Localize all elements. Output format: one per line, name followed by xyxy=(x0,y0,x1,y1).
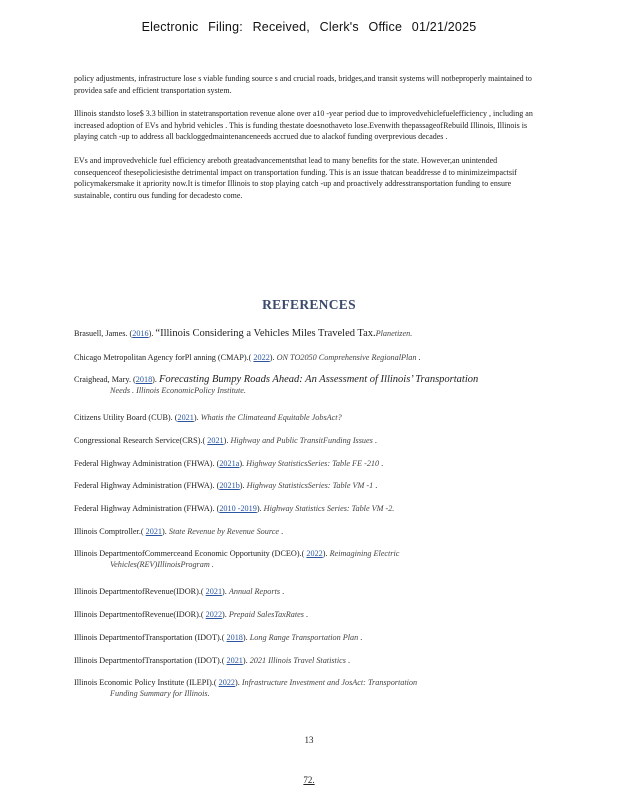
ref-year-link[interactable]: 2022 xyxy=(253,353,270,362)
ref-author: Illinois DepartmentofRevenue(IDOR).( xyxy=(74,610,204,619)
ref-year-link[interactable]: 2021 xyxy=(145,527,163,536)
ref-source: . xyxy=(282,587,285,596)
ref-source: Planetizen. xyxy=(375,329,413,338)
ref-title: 2021 Illinois Travel Statistics xyxy=(249,656,346,665)
paragraph-1: policy adjustments, infrastructure lose s viable funding source s and crucial roads, bridges,and transit systems will notbeproperly maintained to providea safe and efficient transportation system. xyxy=(74,74,532,95)
ref-year-link[interactable]: 2010 -2019 xyxy=(219,504,257,513)
ref-title: ON TO2050 Comprehensive RegionalPlan xyxy=(276,353,417,362)
ref-title: “Illinois Considering a Vehicles Miles Traveled Tax. xyxy=(155,328,376,339)
ref-source: . xyxy=(360,633,363,642)
ref-source: . xyxy=(306,610,309,619)
ref-year-link[interactable]: 2022 xyxy=(205,610,223,619)
reference-item: Illinois Comptroller.( 2021). State Revenue by Revenue Source . xyxy=(74,527,284,536)
ref-source: Needs . Illinois EconomicPolicy Institute. xyxy=(110,386,246,395)
reference-item: Illinois DepartmentofTransportation (IDOT).( 2021). 2021 Illinois Travel Statistics . xyxy=(74,656,351,665)
body-text xyxy=(74,73,544,213)
reference-item: Illinois DepartmentofRevenue(IDOR).( 2021). Annual Reports . xyxy=(74,587,285,596)
reference-item: Federal Highway Administration (FHWA). (2010 -2019). Highway Statistics Series: Table VM -2. xyxy=(74,504,395,513)
ref-title: Forecasting Bumpy Roads Ahead: An Assessment of Illinois’ Transportation xyxy=(158,374,479,385)
reference-item: Illinois Economic Policy Institute (ILEPI).( 2022). Infrastructure Investment and JosAct: Transportation Funding Summary for Illinois. xyxy=(74,678,418,698)
paragraph-2: Illinois standsto lose$ 3.3 billion in statetransportation revenue alone over a10 -year period due to improvedvehiclefuelefficiency , including an increased adoption of EVs and hybrid vehicles . This is funding thestate doesnothaveto lose.Evenwith thepassageofRebuild Illinois, Illinois is playing catch -up to address all backloggedmaintenanceneeds accrued due to alackof funding overprevious decades . xyxy=(74,109,533,142)
reference-item: Federal Highway Administration (FHWA). (2021b). Highway StatisticsSeries: Table VM -1 . xyxy=(74,481,378,490)
reference-item: Citizens Utility Board (CUB). (2021). Whatis the Climateand Equitable JobsAct? xyxy=(74,413,342,422)
ref-year-link[interactable]: 2021 xyxy=(205,587,223,596)
ref-source: Funding Summary for Illinois. xyxy=(110,689,210,698)
filing-stamp: Electronic Filing: Received, Clerk's Office 01/21/2025 xyxy=(141,20,477,34)
ref-year-link[interactable]: 2021 xyxy=(177,413,194,422)
ref-author: Brasuell, James. xyxy=(74,329,128,338)
ref-year-link[interactable]: 2021b xyxy=(219,481,240,490)
ref-source: Vehicles(REV)IllinoisProgram . xyxy=(110,560,214,569)
ref-author: Federal Highway Administration (FHWA). xyxy=(74,481,215,490)
reference-item: Illinois DepartmentofTransportation (IDOT).( 2018). Long Range Transportation Plan . xyxy=(74,633,363,642)
ref-source: . xyxy=(381,459,384,468)
ref-author: Federal Highway Administration (FHWA). xyxy=(74,504,215,513)
ref-author: Illinois Comptroller.( xyxy=(74,527,144,536)
reference-item: Chicago Metropolitan Agency forPl anning (CMAP).( 2022). ON TO2050 Comprehensive RegionalPlan . xyxy=(74,353,421,362)
ref-source: . xyxy=(347,656,351,665)
ref-author: Illinois DepartmentofRevenue(IDOR).( xyxy=(74,587,204,596)
ref-year-link[interactable]: 2016 xyxy=(132,329,149,338)
ref-author: Illinois DepartmentofCommerceand Economic Opportunity (DCEO).( xyxy=(74,549,305,558)
ref-title: Highway StatisticsSeries: Table VM -1 xyxy=(246,481,374,490)
ref-year-link[interactable]: 2021 xyxy=(207,436,224,445)
ref-title: Reimagining Electric xyxy=(329,549,400,558)
exhibit-number: 72. xyxy=(303,775,315,785)
reference-item: Federal Highway Administration (FHWA). (2021a). Highway StatisticsSeries: Table FE -210 . xyxy=(74,459,384,468)
ref-author: Illinois DepartmentofTransportation (IDOT).( xyxy=(74,656,225,665)
paragraph-3: EVs and improvedvehicle fuel efficiency areboth greatadvancementsthat lead to many benefits for the state. However,an unintended consequenceof thesepoliciesisthe detrimental impact on transportation funding. This is an issue thatcan beaddresse d to minimizeimpactsif policymakersmake it apriority now.It is timefor Illinois to stop playing catch -up and proactively addresstransportation funding to ensure sustainable, contiru ous funding for decadesto come. xyxy=(74,155,517,200)
ref-source: . xyxy=(418,353,421,362)
ref-title: Infrastructure Investment and JosAct: Transportation xyxy=(241,678,418,687)
ref-author: Craighead, Mary. xyxy=(74,375,131,384)
reference-item: Brasuell, James. (2016). “Illinois Considering a Vehicles Miles Traveled Tax.Planetizen. xyxy=(74,328,413,339)
ref-year-link[interactable]: 2018 xyxy=(135,375,153,384)
reference-item: Craighead, Mary. (2018). Forecasting Bumpy Roads Ahead: An Assessment of Illinois’ Transportation Needs . Illinois EconomicPolicy Institute. xyxy=(74,374,479,395)
ref-title: Prepaid SalesTaxRates xyxy=(228,610,304,619)
ref-author: Citizens Utility Board (CUB). xyxy=(74,413,173,422)
ref-year-link[interactable]: 2022 xyxy=(218,678,235,687)
ref-title: Annual Reports xyxy=(228,587,281,596)
ref-title: Highway Statistics Series: Table VM -2. xyxy=(263,504,395,513)
ref-source: . xyxy=(374,436,377,445)
page-number: 13 xyxy=(304,735,314,745)
ref-source: . xyxy=(281,527,284,536)
ref-title: Highway and Public TransitFunding Issues xyxy=(230,436,373,445)
ref-author: Chicago Metropolitan Agency forPl anning (CMAP).( xyxy=(74,353,252,362)
ref-year-link[interactable]: 2022 xyxy=(306,549,323,558)
references-heading: REFERENCES xyxy=(262,297,356,312)
ref-author: Illinois DepartmentofTransportation (IDOT).( xyxy=(74,633,225,642)
ref-year-link[interactable]: 2018 xyxy=(226,633,243,642)
ref-title: Highway StatisticsSeries: Table FE -210 xyxy=(246,459,380,468)
reference-item: Illinois DepartmentofRevenue(IDOR).( 2022). Prepaid SalesTaxRates . xyxy=(74,610,309,619)
ref-title: Long Range Transportation Plan xyxy=(249,633,359,642)
reference-item: Illinois DepartmentofCommerceand Economic Opportunity (DCEO).( 2022). Reimagining Electric Vehicles(REV)IllinoisProgram . xyxy=(74,549,400,569)
ref-year-link[interactable]: 2021 xyxy=(226,656,243,665)
ref-author: Congressional Research Service(CRS).( xyxy=(74,436,206,445)
reference-item: Congressional Research Service(CRS).( 2021). Highway and Public TransitFunding Issues . xyxy=(74,436,377,445)
ref-author: Federal Highway Administration (FHWA). xyxy=(74,459,215,468)
ref-source: . xyxy=(375,481,378,490)
ref-title: State Revenue by Revenue Source xyxy=(168,527,280,536)
ref-title: Whatis the Climateand Equitable JobsAct? xyxy=(200,413,342,422)
ref-year-link[interactable]: 2021a xyxy=(219,459,240,468)
ref-author: Illinois Economic Policy Institute (ILEPI).( xyxy=(74,678,217,687)
